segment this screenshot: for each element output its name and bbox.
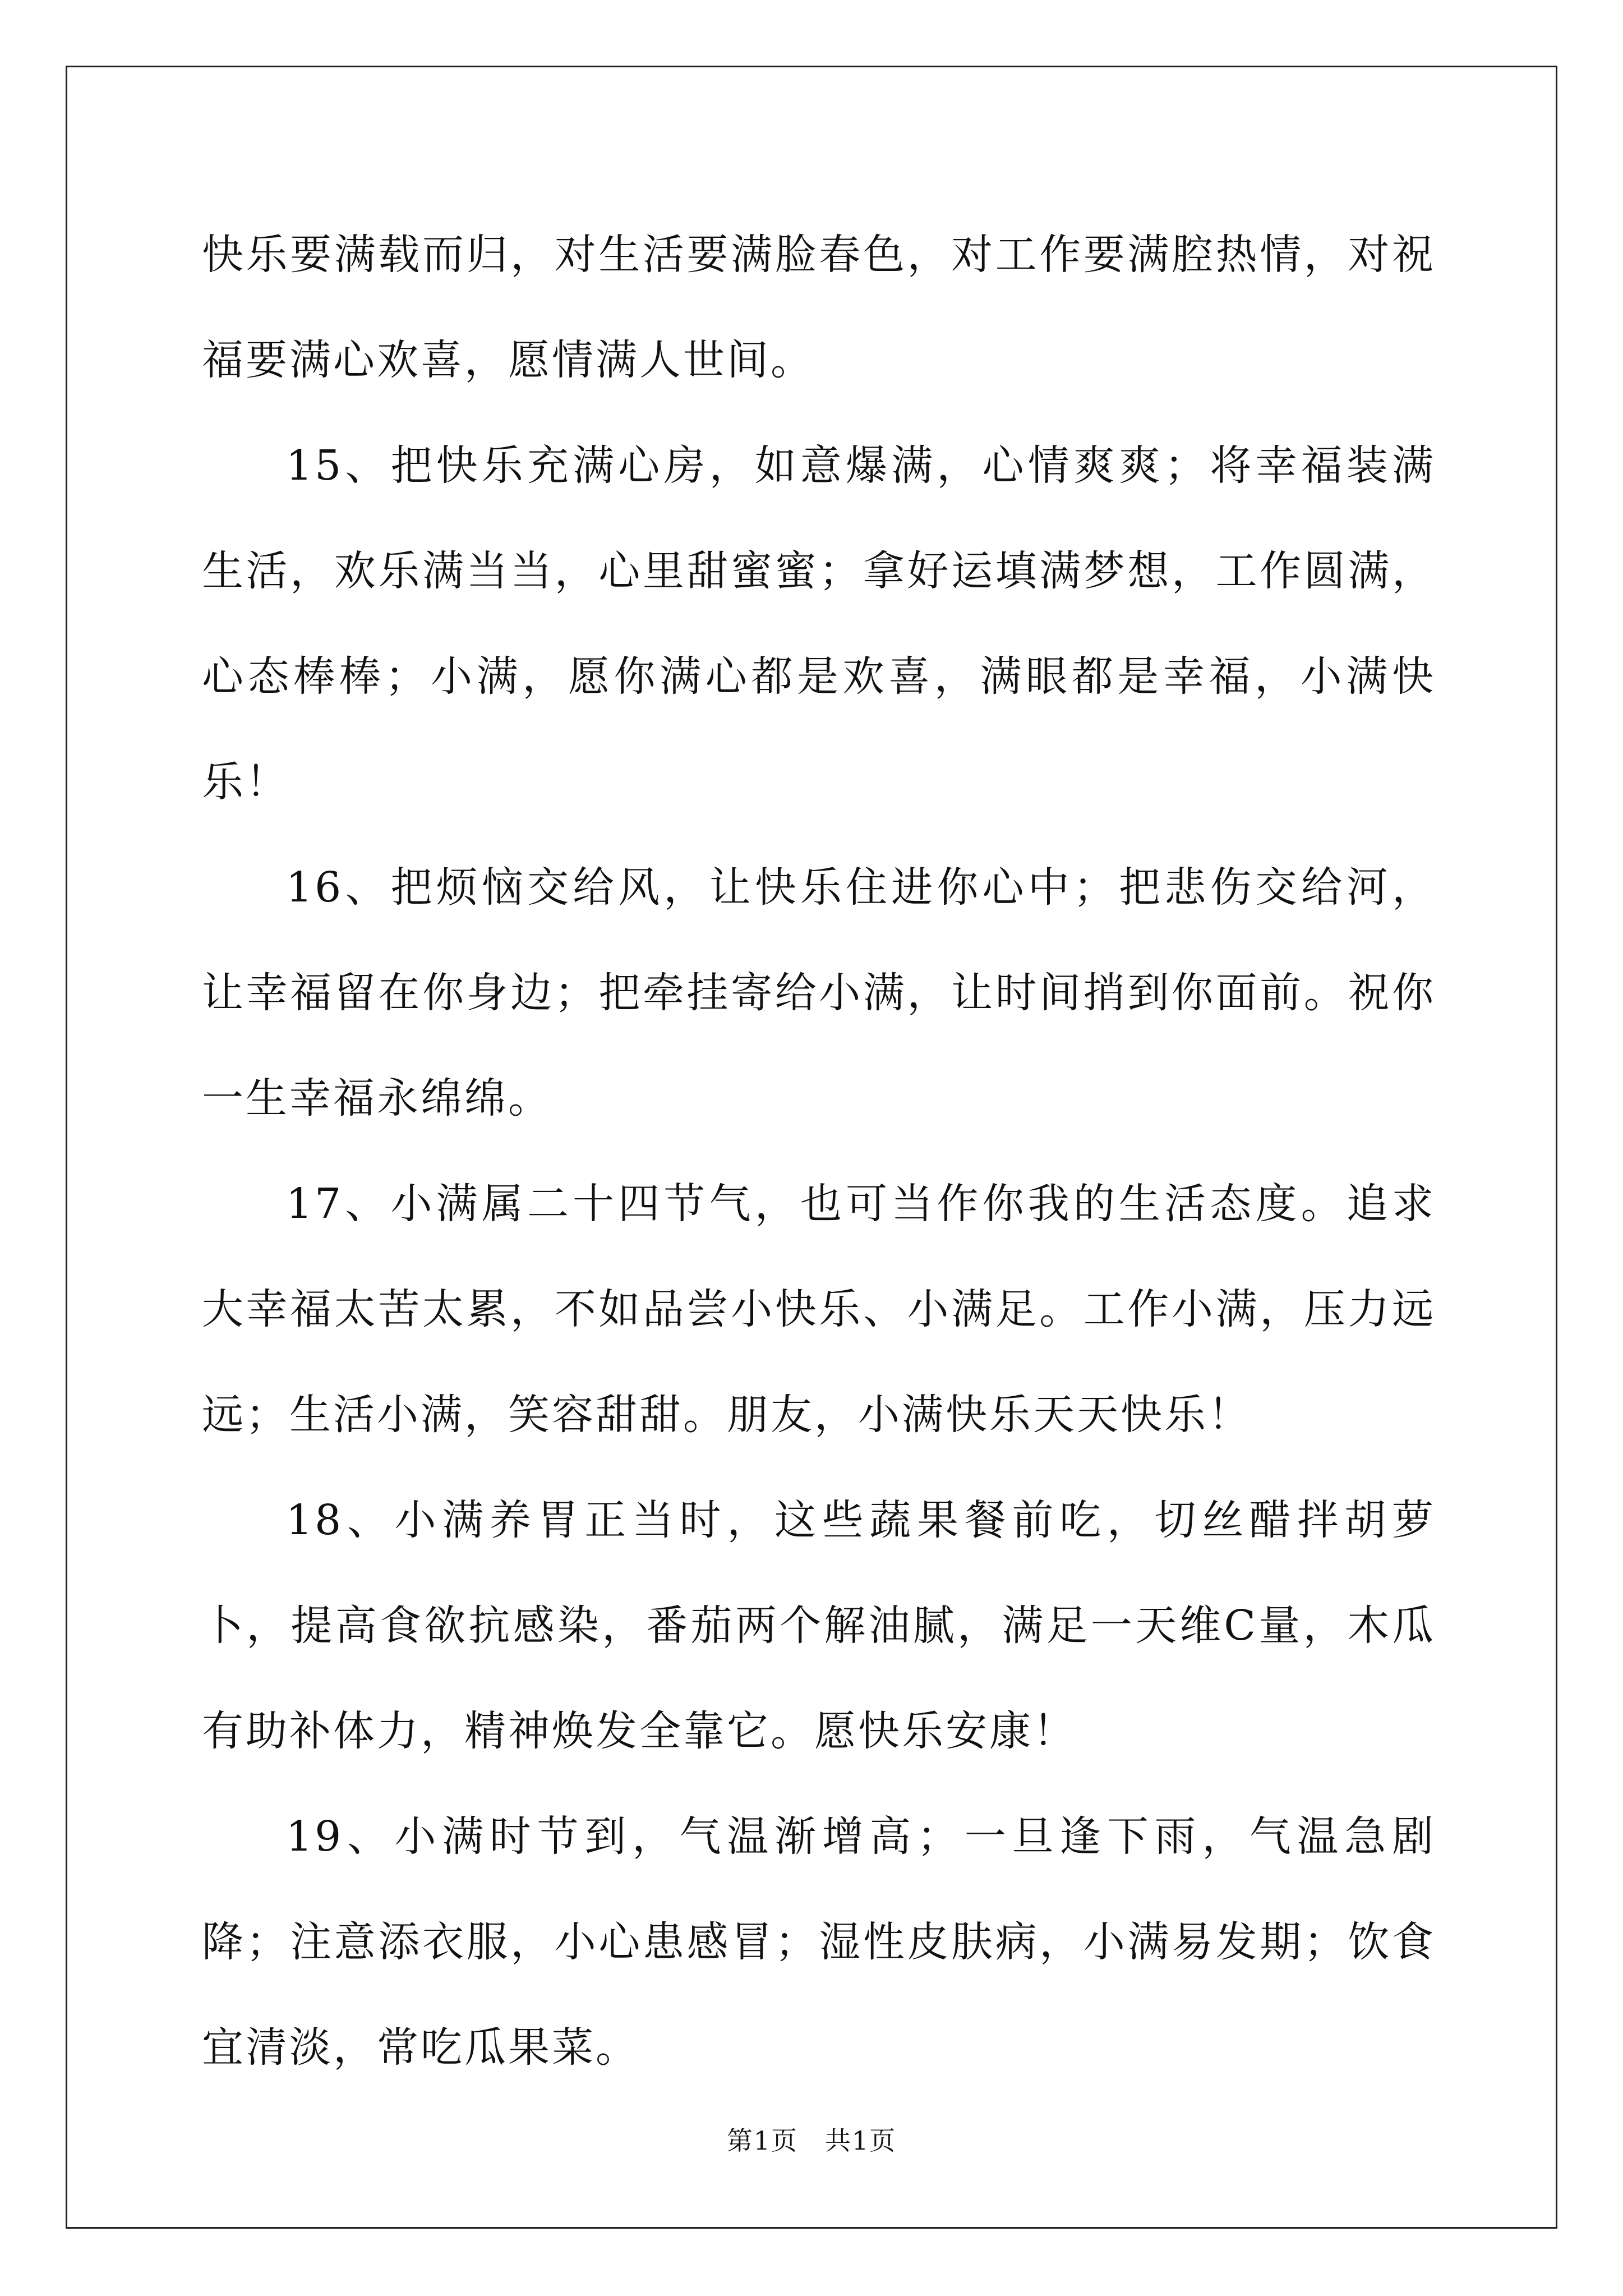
page-number-current: 第1页 — [726, 2125, 798, 2156]
paragraph-continuation: 快乐要满载而归，对生活要满脸春色，对工作要满腔热情，对祝福要满心欢喜，愿情满人世间。 — [202, 231, 1436, 384]
paragraph-18: 18、小满养胃正当时，这些蔬果餐前吃，切丝醋拌胡萝卜，提高食欲抗感染，番茄两个解油腻，满足一天维C量，木瓜有助补体力，精神焕发全靠它。愿快乐安康！ — [202, 1496, 1436, 1755]
page-number-total: 共1页 — [825, 2125, 897, 2156]
paragraph-17: 17、小满属二十四节气，也可当作你我的生活态度。追求大幸福太苦太累，不如品尝小快乐、小满足。工作小满，压力远远；生活小满，笑容甜甜。朋友，小满快乐天天快乐！ — [202, 1180, 1436, 1439]
paragraph-19: 19、小满时节到，气温渐增高；一旦逢下雨，气温急剧降；注意添衣服，小心患感冒；湿性皮肤病，小满易发期；饮食宜清淡，常吃瓜果菜。 — [202, 1812, 1436, 2072]
paragraph-15: 15、把快乐充满心房，如意爆满，心情爽爽；将幸福装满生活，欢乐满当当，心里甜蜜蜜；拿好运填满梦想，工作圆满，心态棒棒；小满，愿你满心都是欢喜，满眼都是幸福，小满快乐！ — [202, 441, 1436, 806]
page-footer — [0, 2120, 1623, 2157]
document-body — [202, 202, 1436, 2100]
paragraph-16: 16、把烦恼交给风，让快乐住进你心中；把悲伤交给河，让幸福留在你身边；把牵挂寄给小满，让时间捎到你面前。祝你一生幸福永绵绵。 — [202, 863, 1436, 1122]
